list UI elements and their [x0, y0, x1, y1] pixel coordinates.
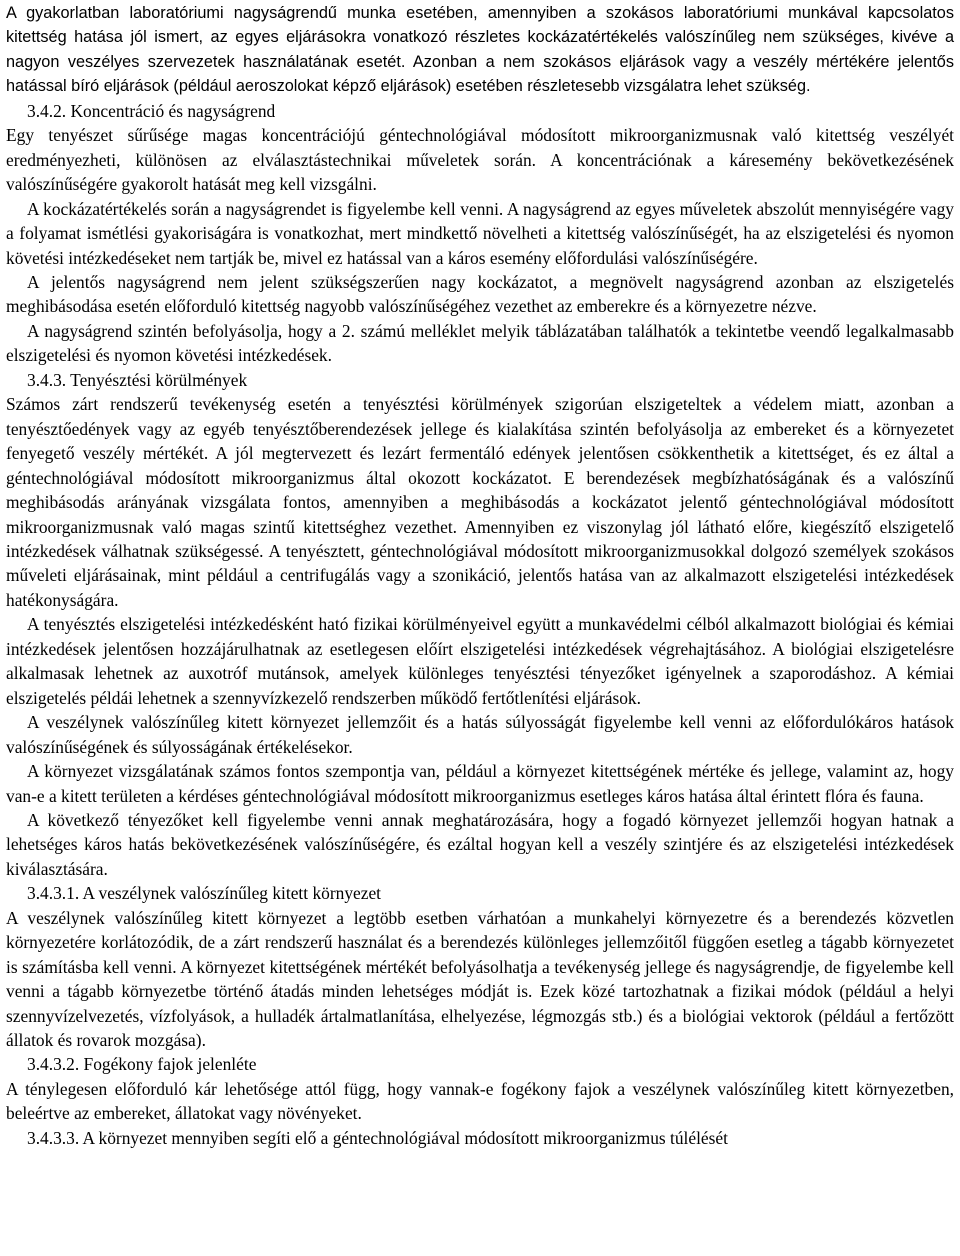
- section-heading-3-4-2: 3.4.2. Koncentráció és nagyságrend: [27, 100, 276, 121]
- section-heading-3-4-3-2: 3.4.3.2. Fogékony fajok jelenléte: [27, 1054, 257, 1075]
- paragraph-intro: A gyakorlatban laboratóriumi nagyságrendű munka esetében, amennyiben a szokásos laboratóriumi munkával kapcsolatos kitettség hatása jól ismert, az egyes eljárásokra vonatkozó részletes kockázatértékelés valószínűleg nem szükséges, kivéve a nagyon veszélyes szervezetek használatának esetét. Azonban a nem szokásos eljárások vagy a veszély mértékére jelentős hatással bíró eljárások (például aeroszolokat képző eljárások) esetében részletesebb vizsgálatra lehet szükség.: [6, 4, 954, 96]
- section-heading-3-4-3: 3.4.3. Tenyésztési körülmények: [27, 369, 248, 390]
- paragraph-environment-aspects: A környezet vizsgálatának számos fontos szempontja van, például a környezet kitettségének mértéke és jellege, valamint az, hogy van-e a kitett területen a kérdéses géntechnológiával módosított mikroorganizmus esetleges káros hatása által érintett flóra és fauna.: [6, 761, 954, 806]
- paragraph-concentration: Egy tenyészet sűrűsége magas koncentrációjú géntechnológiával módosított mikroorganizmusnak való kitettség veszélyét eredményezheti, különösen az elválasztástechnikai műveletek során. A koncentrációnak a káresemény bekövetkezésének valószínűségére gyakorolt hatását meg kell vizsgálni.: [6, 125, 954, 195]
- section-heading-3-4-3-1: 3.4.3.1. A veszélynek valószínűleg kitett környezet: [27, 883, 382, 904]
- paragraph-culture-conditions: Számos zárt rendszerű tevékenység esetén a tenyésztési körülmények szigorúan elszigeteltek a védelem miatt, azonban a tenyésztőedények vagy az egyéb tenyésztőberendezések jellege és kialakítása szintén befolyásolja az embereket és a környezetet fenyegető veszély mértékét. A jól megtervezett és lezárt fermentáló edények jelentősen csökkenthetik a kitettséget, és ez által a géntechnológiával módosított mikroorganizmus által okozott kockázatot. E berendezések megbízhatóságának és a valószínű meghibásodás arányának vizsgálata fontos, amennyiben a meghibásodás a kockázatot jelentő géntechnológiával módosított mikroorganizmusnak való magas szintű kitettséghez vezethet. Amennyiben ez viszonylag jól látható előre, kiegészítő elszigetelő intézkedések válhatnak szükségessé. A tenyésztett, géntechnológiával módosított mikroorganizmusokkal dolgozó személyek szokásos műveleti eljárásainak, mint például a centrifugálás vagy a szonikáció, jelentős hatása van az alkalmazott elszigetelési intézkedések hatékonyságára.: [6, 394, 954, 610]
- paragraph-containment-measures: A tenyésztés elszigetelési intézkedésként ható fizikai körülményeivel együtt a munkavédelmi célból alkalmazott biológiai és kémiai intézkedések jelentősen hozzájárulhatnak az esetlegesen előírt elszigetelési intézkedések végrehajtásához. A biológiai elszigetelésre alkalmasak lehetnek az auxotróf mutánsok, amelyek különleges tenyésztési tényezőket igényelnek a szaporodáshoz. A kémiai elszigetelés példái lehetnek a szennyvízkezelő rendszerben működő fertőtlenítési eljárások.: [6, 614, 954, 708]
- paragraph-factors: A következő tényezőket kell figyelembe venni annak meghatározására, hogy a fogadó környezet jellemzői hogyan hatnak a lehetséges káros hatás bekövetkezésének valószínűségére, és ezáltal hogyan kell a veszély szintjére és az elszigetelési intézkedések kiválasztására.: [6, 809, 954, 879]
- paragraph-exposure-environment: A veszélynek valószínűleg kitett környezet a legtöbb esetben várhatóan a munkahelyi környezetre és a berendezés közvetlen környezetére korlátozódik, de a zárt rendszerű használat és a berendezés különleges jellemzőitől függően esetleg a tágabb környezetet is számításba kell venni. A környezet kitettségének mértékét befolyásolhatja a tevékenység jellege és nagyságrendje, de figyelembe kell venni a tágabb környezetbe történő átadás minden lehetséges módját is. Ezek közé tartozhatnak a fizikai módok (például a helyi szennyvízelvezetés, vízfolyások, a hulladék ártalmatlanítása, elhelyezése, légmozgás stb.) és a biológiai vektorok (például a fertőzött állatok és rovarok mozgása).: [6, 907, 954, 1051]
- paragraph-scale-assessment: A kockázatértékelés során a nagyságrendet is figyelembe kell venni. A nagyságrend az egyes műveletek abszolút mennyiségére vagy a folyamat ismétlési gyakoriságára is vonatkozhat, mert mindkettő növelheti a kitettség valószínűségét, ha az elszigetelési és nyomon követési intézkedéseket nem tartják be, mivel ez hatással van a káros esemény előfordulási valószínűségére.: [6, 198, 954, 268]
- section-heading-3-4-3-3: 3.4.3.3. A környezet mennyiben segíti elő a géntechnológiával módosított mikroorganizmus túlélését: [27, 1127, 728, 1148]
- paragraph-scale-risk: A jelentős nagyságrend nem jelent szükségszerűen nagy kockázatot, a megnövelt nagyságrend azonban az elszigetelés meghibásodása esetén előforduló kitettség nagyobb valószínűségéhez vezethet az emberekre és a környezetre nézve.: [6, 271, 954, 317]
- paragraph-scale-annex: A nagyságrend szintén befolyásolja, hogy a 2. számú melléklet melyik táblázatában találhatók a tekintetbe veendő legalkalmasabb elszigetelési és nyomon követési intézkedések.: [6, 320, 954, 366]
- paragraph-susceptible-species: A ténylegesen előforduló kár lehetősége attól függ, hogy vannak-e fogékony fajok a veszélynek valószínűleg kitett környezetben, beleértve az embereket, állatokat vagy növényeket.: [6, 1078, 954, 1124]
- paragraph-exposed-environment: A veszélynek valószínűleg kitett környezet jellemzőit és a hatás súlyosságát figyelembe kell venni az előfordulókáros hatások valószínűségének és súlyosságának értékelésekor.: [6, 712, 954, 757]
